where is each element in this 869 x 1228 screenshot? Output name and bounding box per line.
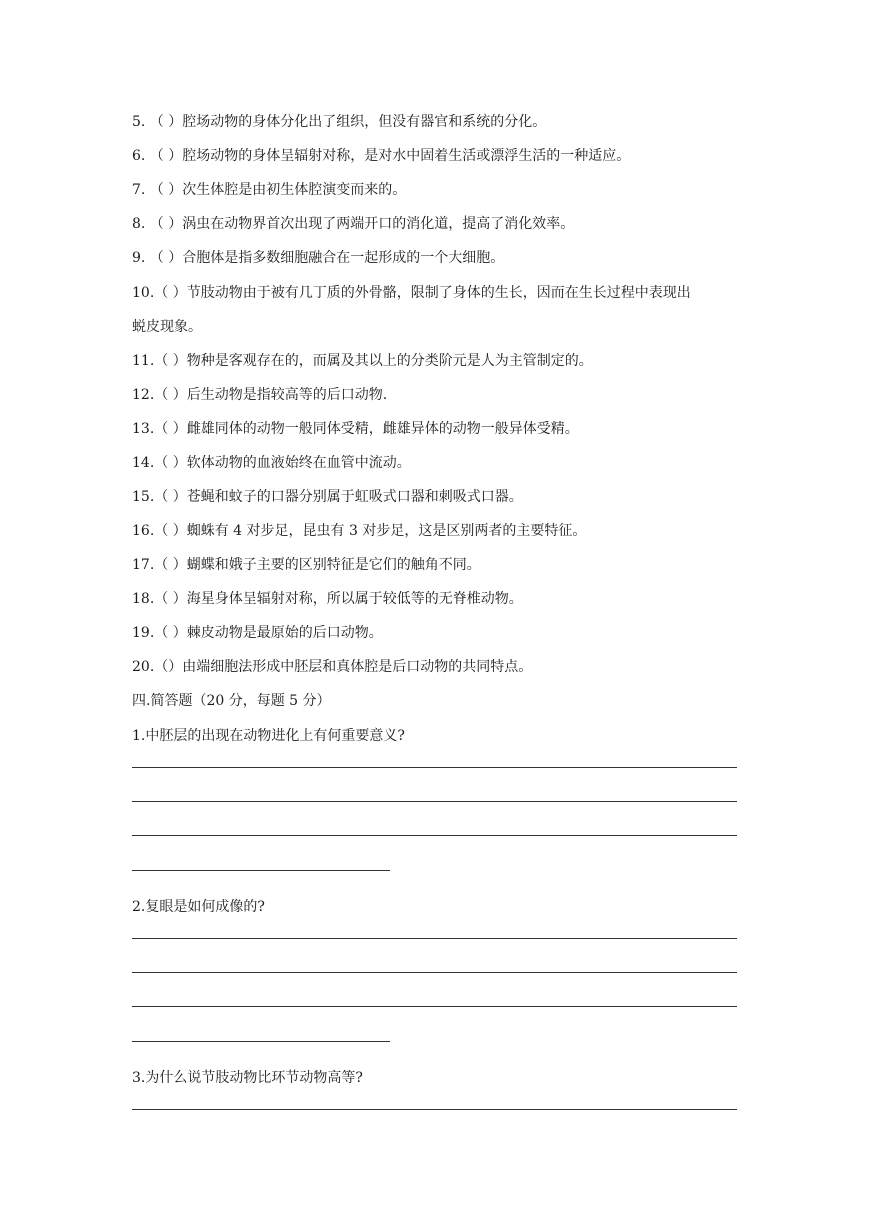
section-title: 四.简答题（20 分，每题 5 分）: [132, 693, 331, 709]
answer-line[interactable]: [132, 870, 390, 871]
statement-16: 16.（ ）蜘蛛有 4 对步足，昆虫有 3 对步足，这是区别两者的主要特征。: [132, 523, 587, 539]
statement-11: 11.（ ）物种是客观存在的，而属及其以上的分类阶元是人为主管制定的。: [132, 353, 593, 369]
answer-line[interactable]: [132, 801, 737, 802]
statement-6: 6. （ ）腔场动物的身体呈辐射对称，是对水中固着生活或漂浮生活的一种适应。: [132, 148, 631, 164]
answer-line[interactable]: [132, 938, 737, 939]
statement-7: 7. （ ）次生体腔是由初生体腔演变而来的。: [132, 182, 407, 198]
answer-line[interactable]: [132, 835, 737, 836]
answer-line[interactable]: [132, 972, 737, 973]
answer-line[interactable]: [132, 1006, 737, 1007]
statement-10: 10.（ ）节肢动物由于被有几丁质的外骨骼，限制了身体的生长，因而在生长过程中表现出: [132, 285, 691, 301]
question-3: 3.为什么说节肢动物比环节动物高等?: [132, 1070, 363, 1086]
statement-17: 17.（ ）蝴蝶和娥子主要的区别特征是它们的触角不同。: [132, 557, 481, 573]
question-2: 2.复眼是如何成像的?: [132, 899, 265, 915]
statement-10-continued: 蜕皮现象。: [132, 319, 202, 335]
answer-line[interactable]: [132, 1109, 737, 1110]
answer-line[interactable]: [132, 1041, 390, 1042]
statement-13: 13.（ ）雌雄同体的动物一般同体受精，雌雄异体的动物一般异体受精。: [132, 421, 579, 437]
statement-15: 15.（ ）苍蝇和蚊子的口器分别属于虹吸式口器和刺吸式口器。: [132, 489, 523, 505]
statement-5: 5. （ ）腔场动物的身体分化出了组织，但没有器官和系统的分化。: [132, 114, 547, 130]
answer-line[interactable]: [132, 767, 737, 768]
statement-8: 8. （ ）涡虫在动物界首次出现了两端开口的消化道，提高了消化效率。: [132, 216, 575, 232]
statement-12: 12.（ ）后生动物是指较高等的后口动物.: [132, 387, 388, 403]
question-1: 1.中胚层的出现在动物进化上有何重要意义?: [132, 728, 405, 744]
statement-20: 20.（）由端细胞法形成中胚层和真体腔是后口动物的共同特点。: [132, 659, 533, 675]
statement-14: 14.（ ）软体动物的血液始终在血管中流动。: [132, 455, 411, 471]
statement-9: 9. （ ）合胞体是指多数细胞融合在一起形成的一个大细胞。: [132, 250, 505, 266]
statement-19: 19.（ ）棘皮动物是最原始的后口动物。: [132, 625, 383, 641]
statement-18: 18.（ ）海星身体呈辐射对称，所以属于较低等的无脊椎动物。: [132, 591, 523, 607]
